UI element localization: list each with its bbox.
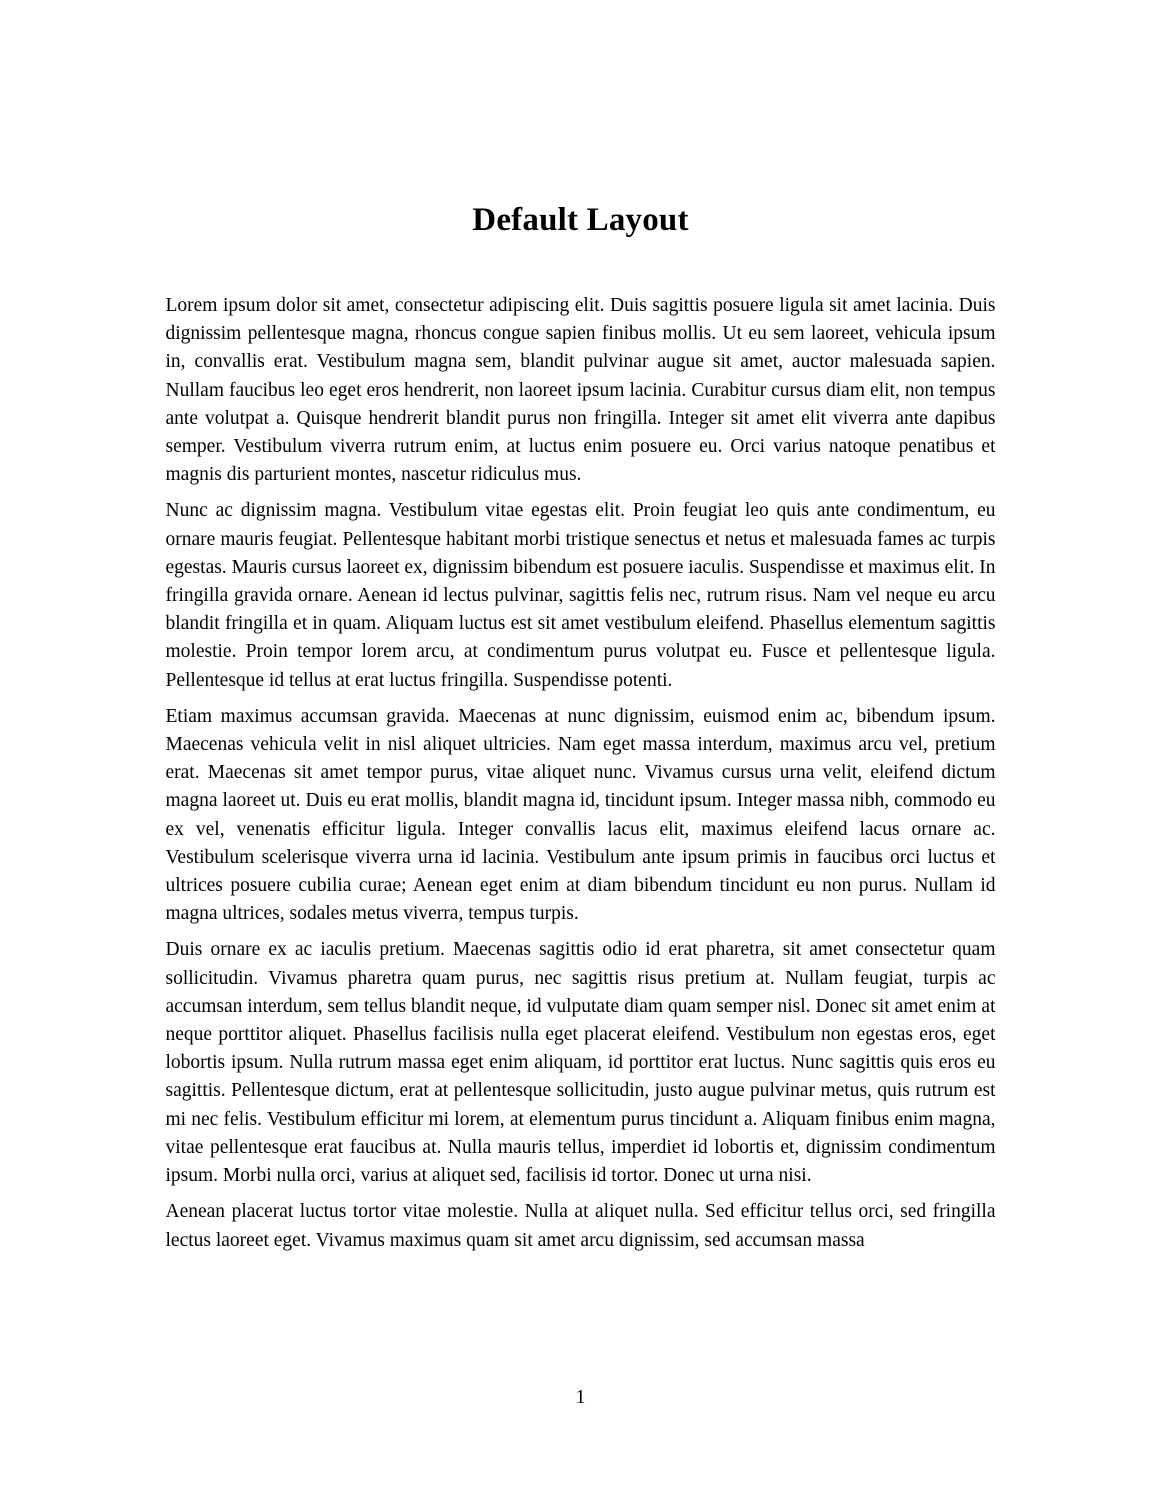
paragraph-1: Lorem ipsum dolor sit amet, consectetur adipiscing elit. Duis sagittis posuere ligula sit amet lacinia. Duis dignissim pellentesque magna, rhoncus congue sapien finibus mollis. Ut eu sem laoreet, vehicula ipsum in, convallis erat. Vestibulum magna sem, blandit pulvinar augue sit amet, auctor malesuada sapien. Nullam faucibus leo eget eros hendrerit, non laoreet ipsum lacinia. Curabitur cursus diam elit, non tempus ante volutpat a. Quisque hendrerit blandit purus non fringilla. Integer sit amet elit viverra ante dapibus semper. Vestibulum viverra rutrum enim, at luctus enim posuere eu. Orci varius natoque penatibus et magnis dis parturient montes, nascetur ridiculus mus. (165, 295, 996, 486)
page-number: 1 (575, 1387, 586, 1408)
paragraph-5: Aenean placerat luctus tortor vitae molestie. Nulla at aliquet nulla. Sed efficitur tellus orci, sed fringilla lectus laoreet eget. Vivamus maximus quam sit amet arcu dignissim, sed accumsan massa (165, 1201, 996, 1251)
page-title: Default Layout (472, 202, 689, 238)
paragraph-4: Duis ornare ex ac iaculis pretium. Maecenas sagittis odio id erat pharetra, sit amet consectetur quam sollicitudin. Vivamus pharetra quam purus, nec sagittis risus pretium at. Nullam feugiat, turpis ac accumsan interdum, sem tellus blandit neque, id vulputate diam quam semper nisl. Donec sit amet enim at neque porttitor aliquet. Phasellus facilisis nulla eget placerat eleifend. Vestibulum non egestas eros, eget lobortis ipsum. Nulla rutrum massa eget enim aliquam, id porttitor erat luctus. Nunc sagittis quis eros eu sagittis. Pellentesque dictum, erat at pellentesque sollicitudin, justo augue pulvinar metus, quis rutrum est mi nec felis. Vestibulum efficitur mi lorem, at elementum purus tincidunt a. Aliquam finibus enim magna, vitae pellentesque erat faucibus at. Nulla mauris tellus, imperdiet id lobortis et, dignissim condimentum ipsum. Morbi nulla orci, varius at aliquet sed, facilisis id tortor. Donec ut urna nisi. (165, 939, 996, 1187)
document-content (166, 0, 996, 1255)
paragraph-2: Nunc ac dignissim magna. Vestibulum vitae egestas elit. Proin feugiat leo quis ante condimentum, eu ornare mauris feugiat. Pellentesque habitant morbi tristique senectus et netus et malesuada fames ac turpis egestas. Mauris cursus laoreet ex, dignissim bibendum est posuere iaculis. Suspendisse et maximus elit. In fringilla gravida ornare. Aenean id lectus pulvinar, sagittis felis nec, rutrum risus. Nam vel neque eu arcu blandit fringilla et in quam. Aliquam luctus est sit amet vestibulum eleifend. Phasellus elementum sagittis molestie. Proin tempor lorem arcu, at condimentum purus volutpat eu. Fusce et pellentesque ligula. Pellentesque id tellus at erat luctus fringilla. Suspendisse potenti. (165, 500, 996, 691)
paragraph-3: Etiam maximus accumsan gravida. Maecenas at nunc dignissim, euismod enim ac, bibendum ipsum. Maecenas vehicula velit in nisl aliquet ultricies. Nam eget massa interdum, maximus arcu vel, pretium erat. Maecenas sit amet tempor purus, vitae aliquet nunc. Vivamus cursus urna velit, eleifend dictum magna laoreet ut. Duis eu erat mollis, blandit magna id, tincidunt ipsum. Integer massa nibh, commodo eu ex vel, venenatis efficitur ligula. Integer convallis lacus elit, maximus eleifend lacus ornare ac. Vestibulum scelerisque viverra urna id lacinia. Vestibulum ante ipsum primis in faucibus orci luctus et ultrices posuere cubilia curae; Aenean eget enim at diam bibendum tincidunt eu non purus. Nullam id magna ultrices, sodales metus viverra, tempus turpis. (165, 705, 996, 925)
